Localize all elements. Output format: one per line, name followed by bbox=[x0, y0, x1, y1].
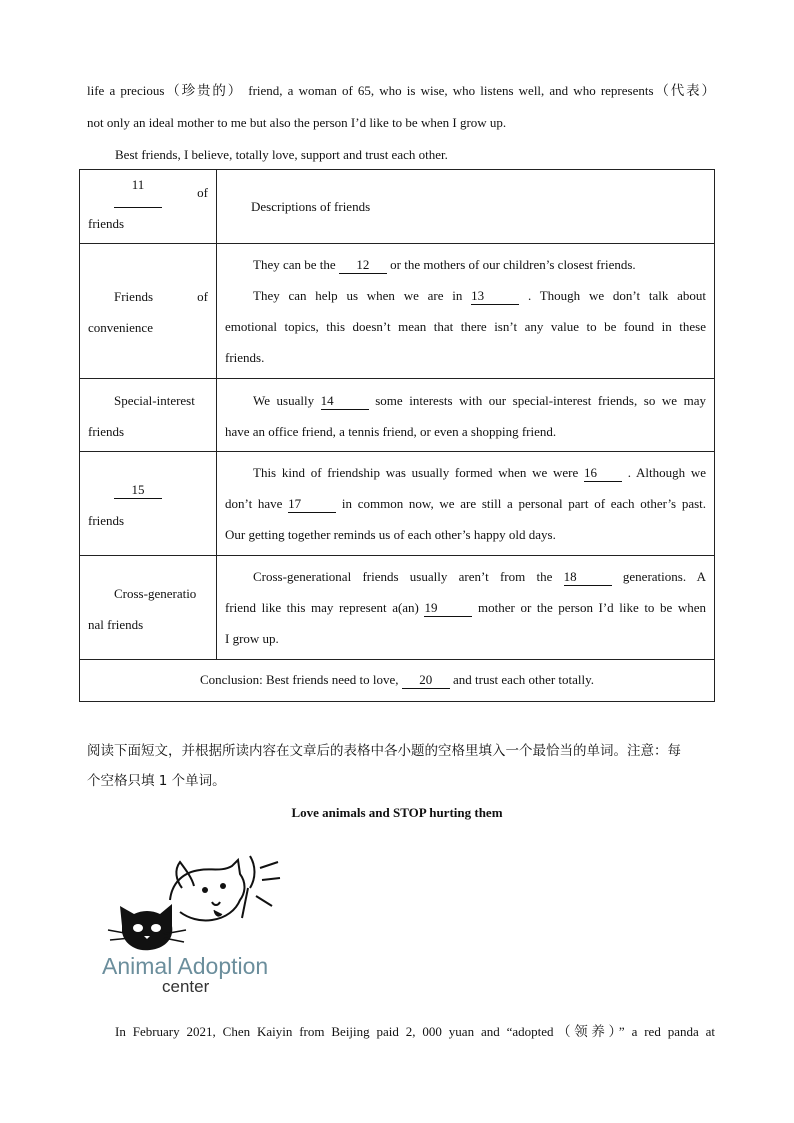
blank-18[interactable]: 18 bbox=[564, 569, 612, 586]
row1-line-4: friends. bbox=[225, 350, 265, 365]
blank-15[interactable]: 15 bbox=[114, 482, 162, 499]
table-header-row bbox=[80, 170, 715, 244]
row3-label-cell bbox=[80, 452, 217, 556]
table-row-old-friends bbox=[80, 452, 715, 556]
row3-line-1: This kind of friendship was usually formed when we were 16 . Although we bbox=[253, 465, 706, 480]
row3-label: friends bbox=[88, 513, 125, 528]
instructions-line-1: 阅读下面短文，并根据所读内容在文章后的表格中各小题的空格里填入一个最恰当的单词。注意：每 bbox=[87, 743, 681, 759]
blank-13[interactable]: 13 bbox=[471, 288, 519, 305]
passage-line-1: In February 2021, Chen Kaiyin from Beijing paid 2, 000 yuan and “adopted（领养）” a red panda at bbox=[115, 1024, 715, 1040]
intro-line-3: Best friends, I believe, totally love, support and trust each other. bbox=[115, 147, 448, 162]
row4-label: nal friends bbox=[88, 617, 144, 632]
row1-line-2: They can help us when we are in 13 . Though we don’t talk about bbox=[253, 288, 707, 303]
row4-line-2: friend like this may represent a(an) 19 mother or the person I’d like to be when bbox=[225, 600, 706, 615]
row2-description-cell bbox=[217, 379, 715, 452]
row2-label-cell bbox=[80, 379, 217, 452]
row3-description-cell bbox=[217, 452, 715, 556]
intro-line-1 bbox=[87, 75, 715, 107]
row3-line-2: don’t have 17 in common now, we are still a personal part of each other’s past. bbox=[225, 496, 707, 511]
row4-label: Cross-generatio bbox=[114, 586, 197, 601]
row2-label: Special-interest bbox=[114, 393, 195, 408]
row4-label-cell bbox=[80, 556, 217, 660]
table-row-cross-generational bbox=[80, 556, 715, 660]
passage-title: Love animals and STOP hurting them bbox=[291, 805, 503, 820]
intro-gloss: （代表） bbox=[653, 83, 716, 99]
intro-line-2: not only an ideal mother to me but also the person I’d like to be when I grow up. bbox=[87, 115, 507, 130]
header-left-of: of bbox=[197, 185, 208, 200]
animal-adoption-logo bbox=[100, 848, 290, 998]
row1-label: Friends bbox=[114, 289, 153, 304]
header-left-cell bbox=[80, 170, 217, 244]
row4-description-cell bbox=[217, 556, 715, 660]
row2-line-1: We usually 14 some interests with our special-interest friends, so we may bbox=[253, 393, 707, 408]
blank-19[interactable]: 19 bbox=[424, 600, 472, 617]
table-row-conclusion bbox=[80, 660, 715, 702]
blank-14[interactable]: 14 bbox=[321, 393, 369, 410]
blank-12[interactable]: 12 bbox=[339, 257, 387, 274]
blank-16[interactable]: 16 bbox=[584, 465, 622, 482]
row1-line-3: emotional topics, this doesn’t mean that there isn’t any value to be found in these bbox=[225, 319, 706, 334]
logo-text-line-2: center bbox=[162, 977, 210, 996]
intro-text: friend, a woman of 65, who is wise, who listens well, and who represents bbox=[248, 83, 654, 98]
intro-text: life a precious bbox=[87, 83, 165, 98]
table-row-special-interest bbox=[80, 379, 715, 452]
logo-text-line-1: Animal Adoption bbox=[102, 953, 269, 979]
row4-line-1: Cross-generational friends usually aren’t from the 18 generations. A bbox=[253, 569, 707, 584]
header-right-cell: Descriptions of friends bbox=[217, 170, 715, 244]
instructions-line-2: 个空格只填 1 个单词。 bbox=[87, 773, 226, 789]
row1-description-cell bbox=[217, 244, 715, 379]
blank-20[interactable]: 20 bbox=[402, 672, 450, 689]
friends-table bbox=[79, 169, 715, 702]
row2-label: friends bbox=[88, 424, 125, 439]
row4-line-3: I grow up. bbox=[225, 631, 279, 646]
row3-line-3: Our getting together reminds us of each other’s happy old days. bbox=[225, 527, 556, 542]
row1-label: of bbox=[197, 289, 208, 304]
blank-17[interactable]: 17 bbox=[288, 496, 336, 513]
conclusion-cell: Conclusion: Best friends need to love, 20 and trust each other totally. bbox=[80, 660, 715, 702]
header-left-friends: friends bbox=[88, 216, 125, 231]
row1-label: convenience bbox=[88, 320, 153, 335]
row2-line-2: have an office friend, a tennis friend, or even a shopping friend. bbox=[225, 424, 557, 439]
row1-line-1: They can be the 12 or the mothers of our children’s closest friends. bbox=[253, 257, 636, 272]
row1-label-cell bbox=[80, 244, 217, 379]
intro-gloss: （珍贵的） bbox=[164, 83, 244, 99]
cat-and-dog-icon bbox=[100, 848, 290, 998]
blank-11[interactable]: 11 bbox=[114, 177, 162, 208]
table-row-convenience bbox=[80, 244, 715, 379]
